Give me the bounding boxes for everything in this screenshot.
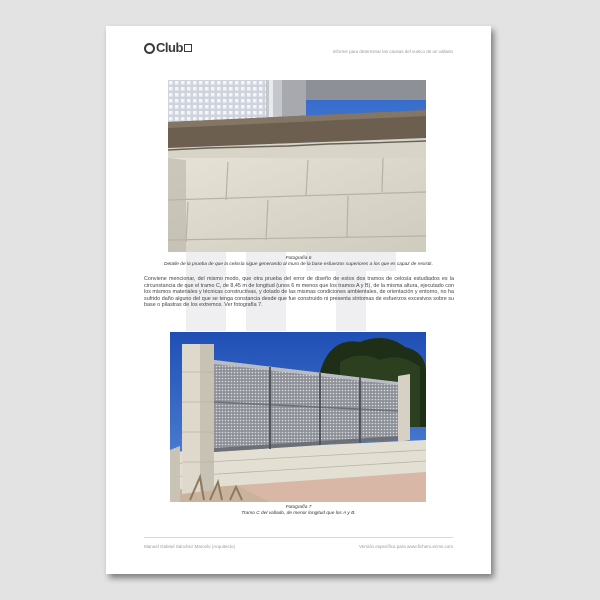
photo-7-fence-section-c: [170, 332, 426, 502]
photo-7-caption: [136, 505, 461, 517]
photo-7-caption-text: Tramo C del vallado, de menor longitud que los A y B.: [241, 511, 356, 516]
document-page: [106, 26, 491, 574]
logo-box-icon: [184, 44, 192, 52]
footer-version: Versión específica para www.fichero.ecms.com: [358, 544, 453, 549]
photo-6-caption-title: Fotografía 6: [285, 256, 312, 261]
footer-divider: [144, 537, 453, 538]
photo-6-caption: [136, 256, 461, 268]
document-header-title: Informe para determinar las causas del vuelco de un vallado: [332, 49, 453, 54]
footer-author: Manuel Gabriel Sánchez Marcelo (Arquitecto): [144, 544, 236, 549]
logo-circle-icon: [144, 43, 155, 54]
photo-6-wall-crack: [168, 80, 426, 252]
photo-7-caption-title: Fotografía 7: [285, 505, 312, 510]
club-logo: Club: [144, 40, 192, 55]
photo-6-caption-text: Detalle de la prueba de que la celosía sigue generando al muro de la base esfuerzos superiores a los que es capaz de resistir.: [164, 262, 433, 267]
body-paragraph: Conviene mencionar, del mismo modo, que otra prueba del error de diseño de estos dos tramos de celosía estudiados es la circunstancia de que el tramo C, de 8,45 m de longitud (unos 6 m menos que los tramos A y B), de la misma altura, ejecutado con los mismos materiales y técnicas constructivas, y dotado de las mismas condiciones ambientales, de orientación y entorno, no ha sufrido daño alguno del que se tenga constancia desde que fue construido ni presenta síntomas de esfuerzos excesivos sobre su base o pilastras de los extremos. Ver fotografía 7.: [144, 276, 454, 309]
